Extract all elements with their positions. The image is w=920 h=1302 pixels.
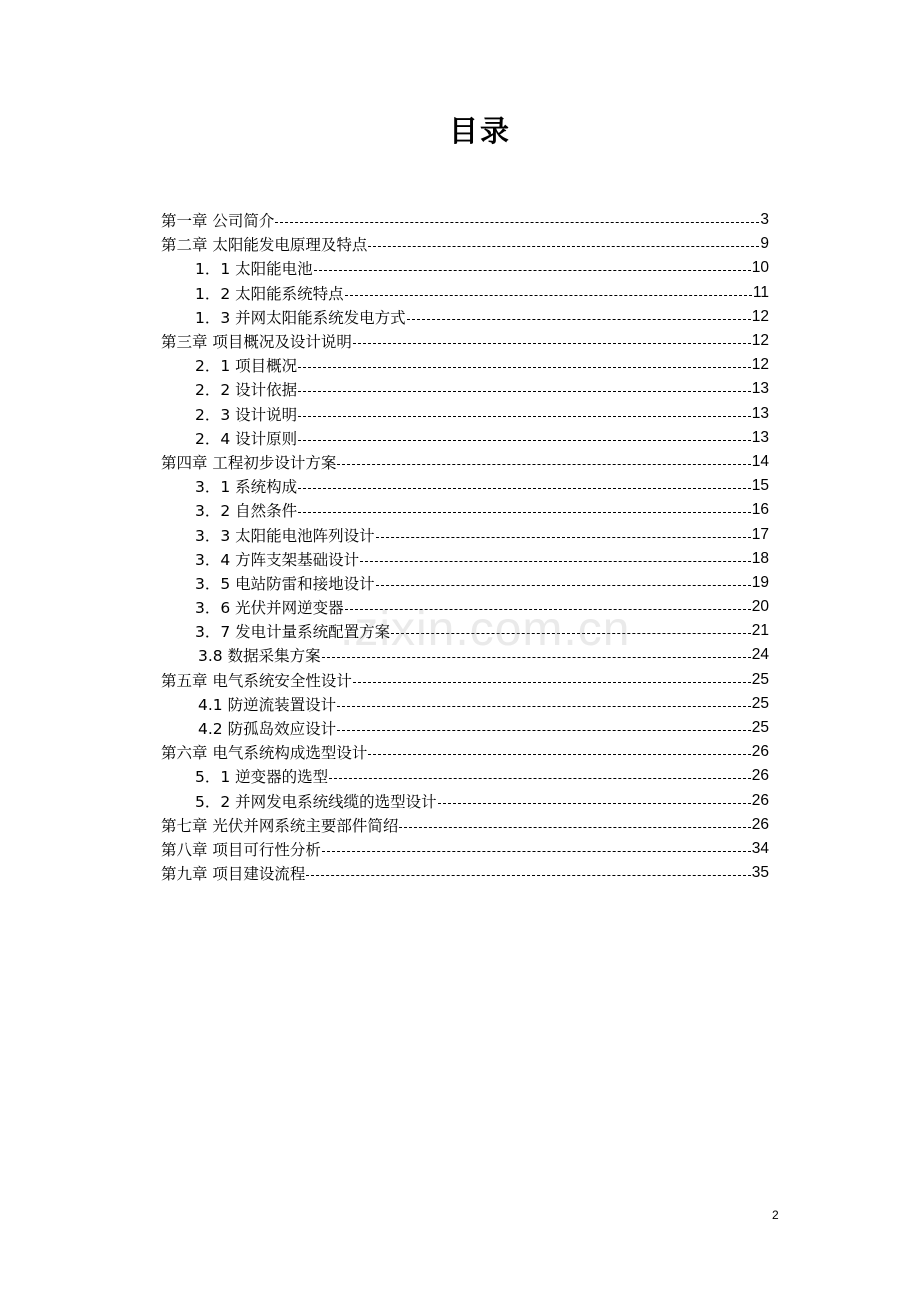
toc-section-entry[interactable]	[161, 692, 769, 716]
toc-entry-label: 2．1 项目概况	[195, 357, 298, 376]
toc-section-entry[interactable]	[161, 571, 769, 595]
toc-entry-label: 1．3 并网太阳能系统发电方式	[195, 308, 406, 327]
toc-leader-dashes	[345, 608, 751, 610]
toc-section-entry[interactable]	[161, 353, 769, 377]
toc-entry-page-number: 35	[751, 864, 769, 882]
toc-leader-dashes	[360, 560, 751, 562]
toc-entry-page-number: 12	[751, 307, 769, 325]
toc-entry-label: 1．2 太阳能系统特点	[195, 284, 344, 303]
toc-entry-page-number: 25	[751, 670, 769, 688]
toc-leader-dashes	[337, 729, 751, 731]
toc-section-entry[interactable]	[161, 305, 769, 329]
toc-entry-page-number: 12	[751, 356, 769, 374]
toc-section-entry[interactable]	[161, 547, 769, 571]
toc-entry-page-number: 21	[751, 622, 769, 640]
watermark: .zixin.com.cn	[340, 603, 631, 656]
toc-entry-label: 第四章 工程初步设计方案	[161, 453, 337, 472]
toc-section-entry[interactable]	[161, 764, 769, 788]
page-number: 2	[772, 1208, 779, 1222]
toc-entry-label: 4.1 防逆流装置设计	[198, 695, 337, 714]
toc-leader-dashes	[298, 390, 751, 392]
toc-leader-dashes	[337, 705, 751, 707]
toc-entry-label: 第七章 光伏并网系统主要部件简绍	[161, 816, 399, 835]
toc-entry-page-number: 26	[751, 743, 769, 761]
toc-leader-dashes	[345, 294, 752, 296]
toc-chapter-entry[interactable]	[161, 329, 769, 353]
toc-leader-dashes	[337, 463, 750, 465]
toc-leader-dashes	[399, 826, 750, 828]
toc-leader-dashes	[376, 584, 751, 586]
toc-entry-page-number: 3	[760, 211, 769, 229]
toc-entry-label: 5．1 逆变器的选型	[195, 768, 329, 787]
toc-entry-page-number: 25	[751, 719, 769, 737]
toc-entry-label: 2．3 设计说明	[195, 405, 298, 424]
toc-leader-dashes	[329, 777, 751, 779]
toc-entry-label: 3.8 数据采集方案	[198, 647, 321, 666]
toc-chapter-entry[interactable]	[161, 450, 769, 474]
toc-entry-page-number: 15	[751, 477, 769, 495]
toc-entry-page-number: 13	[751, 380, 769, 398]
toc-entry-label: 2．4 设计原则	[195, 429, 298, 448]
toc-section-entry[interactable]	[161, 281, 769, 305]
toc-section-entry[interactable]	[161, 498, 769, 522]
toc-leader-dashes	[298, 511, 751, 513]
toc-leader-dashes	[368, 753, 750, 755]
toc-entry-page-number: 24	[751, 646, 769, 664]
toc-chapter-entry[interactable]	[161, 208, 769, 232]
toc-entry-label: 第二章 太阳能发电原理及特点	[161, 236, 368, 255]
toc-section-entry[interactable]	[161, 426, 769, 450]
toc-leader-dashes	[376, 536, 751, 538]
toc-entry-page-number: 16	[751, 501, 769, 519]
toc-entry-label: 3．6 光伏并网逆变器	[195, 599, 344, 618]
toc-leader-dashes	[322, 656, 751, 658]
toc-leader-dashes	[314, 269, 751, 271]
toc-entry-page-number: 20	[751, 598, 769, 616]
toc-entry-page-number: 12	[751, 332, 769, 350]
toc-entry-page-number: 26	[751, 815, 769, 833]
toc-leader-dashes	[438, 802, 751, 804]
toc-entry-label: 5．2 并网发电系统线缆的选型设计	[195, 792, 437, 811]
toc-entry-label: 第六章 电气系统构成选型设计	[161, 744, 368, 763]
toc-entry-label: 第九章 项目建设流程	[161, 865, 306, 884]
toc-section-entry[interactable]	[161, 595, 769, 619]
toc-section-entry[interactable]	[161, 716, 769, 740]
toc-section-entry[interactable]	[161, 474, 769, 498]
toc-entry-label: 3．7 发电计量系统配置方案	[195, 623, 391, 642]
toc-entry-page-number: 19	[751, 573, 769, 591]
toc-chapter-entry[interactable]	[161, 232, 769, 256]
toc-section-entry[interactable]	[161, 619, 769, 643]
toc-entry-label: 3．5 电站防雷和接地设计	[195, 574, 375, 593]
toc-entry-label: 3．2 自然条件	[195, 502, 298, 521]
table-of-contents	[161, 208, 769, 885]
toc-chapter-entry[interactable]	[161, 861, 769, 885]
toc-leader-dashes	[407, 318, 751, 320]
toc-chapter-entry[interactable]	[161, 837, 769, 861]
toc-entry-page-number: 17	[751, 525, 769, 543]
toc-entry-label: 3．3 太阳能电池阵列设计	[195, 526, 375, 545]
toc-entry-label: 第一章 公司简介	[161, 212, 275, 231]
toc-entry-page-number: 13	[751, 428, 769, 446]
toc-entry-page-number: 26	[751, 767, 769, 785]
toc-section-entry[interactable]	[161, 789, 769, 813]
toc-entry-page-number: 9	[760, 235, 769, 253]
toc-section-entry[interactable]	[161, 256, 769, 280]
toc-entry-page-number: 13	[751, 404, 769, 422]
toc-leader-dashes	[353, 681, 751, 683]
toc-entry-page-number: 34	[751, 839, 769, 857]
toc-entry-page-number: 18	[751, 549, 769, 567]
toc-leader-dashes	[353, 342, 751, 344]
toc-leader-dashes	[298, 415, 751, 417]
toc-leader-dashes	[298, 366, 751, 368]
toc-section-entry[interactable]	[161, 522, 769, 546]
toc-chapter-entry[interactable]	[161, 740, 769, 764]
toc-leader-dashes	[322, 850, 751, 852]
toc-leader-dashes	[391, 632, 751, 634]
toc-chapter-entry[interactable]	[161, 668, 769, 692]
toc-section-entry[interactable]	[161, 402, 769, 426]
toc-entry-label: 第五章 电气系统安全性设计	[161, 671, 352, 690]
toc-entry-label: 第八章 项目可行性分析	[161, 840, 321, 859]
toc-entry-page-number: 14	[751, 452, 769, 470]
toc-entry-label: 第三章 项目概况及设计说明	[161, 333, 352, 352]
toc-entry-label: 1．1 太阳能电池	[195, 260, 313, 279]
toc-entry-page-number: 26	[751, 791, 769, 809]
toc-leader-dashes	[275, 221, 759, 223]
toc-entry-label: 2．2 设计依据	[195, 381, 298, 400]
toc-chapter-entry[interactable]	[161, 813, 769, 837]
toc-entry-label: 3．1 系统构成	[195, 478, 298, 497]
toc-entry-page-number: 25	[751, 694, 769, 712]
toc-entry-page-number: 11	[752, 283, 769, 301]
page-title: 目录	[448, 114, 511, 148]
toc-leader-dashes	[298, 439, 751, 441]
toc-leader-dashes	[306, 874, 750, 876]
toc-leader-dashes	[298, 487, 751, 489]
toc-entry-label: 4.2 防孤岛效应设计	[198, 720, 337, 739]
toc-leader-dashes	[368, 245, 759, 247]
toc-section-entry[interactable]	[161, 643, 769, 667]
toc-entry-page-number: 10	[751, 259, 769, 277]
toc-section-entry[interactable]	[161, 377, 769, 401]
toc-entry-label: 3．4 方阵支架基础设计	[195, 550, 360, 569]
